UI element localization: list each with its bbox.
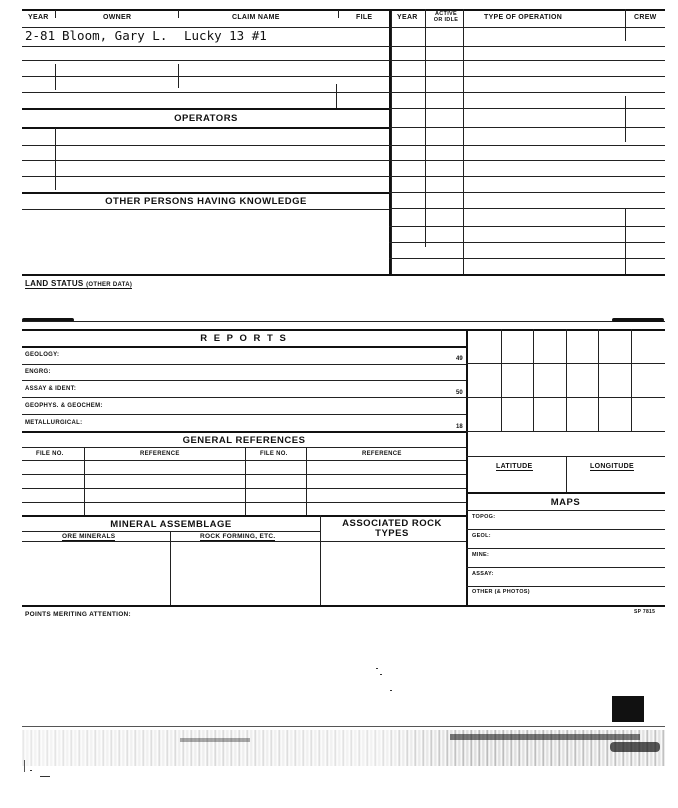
report-assay-label: ASSAY & IDENT: xyxy=(25,386,77,392)
report-geology-num: 49 xyxy=(456,356,463,362)
owner-row1-claim: Lucky 13 #1 xyxy=(184,28,267,43)
other-persons-header: OTHER PERSONS HAVING KNOWLEDGE xyxy=(105,196,307,207)
owner-year-header: YEAR xyxy=(28,14,49,21)
associated-rock-types-header: ASSOCIATED ROCK TYPES xyxy=(342,518,442,539)
owner-row1-owner: Bloom, Gary L. xyxy=(62,28,168,43)
ref-file-no-1: FILE NO. xyxy=(36,451,64,457)
active-or-idle-header: ACTIVE OR IDLE xyxy=(433,11,459,23)
scan-blot xyxy=(612,696,644,722)
maps-assay: ASSAY: xyxy=(472,571,494,577)
reports-header: R E P O R T S xyxy=(200,333,288,344)
owner-header: OWNER xyxy=(103,14,132,21)
ref-reference-1: REFERENCE xyxy=(140,451,180,457)
maps-geol: GEOL: xyxy=(472,533,491,539)
op-year-header: YEAR xyxy=(397,14,418,21)
longitude-label: LONGITUDE xyxy=(590,463,634,470)
mineral-assemblage-header: MINERAL ASSEMBLAGE xyxy=(110,519,232,530)
crew-header: CREW xyxy=(634,14,657,21)
rock-forming-header: ROCK FORMING, ETC. xyxy=(200,533,276,540)
owner-row1-year: 2-81 xyxy=(25,28,56,43)
maps-topog: TOPOG: xyxy=(472,514,496,520)
operators-header: OPERATORS xyxy=(174,113,238,124)
maps-header: MAPS xyxy=(550,497,581,508)
type-of-operation-header: TYPE OF OPERATION xyxy=(484,14,563,21)
latitude-label: LATITUDE xyxy=(496,463,533,470)
ref-reference-2: REFERENCE xyxy=(362,451,402,457)
report-geophys-label: GEOPHYS. & GEOCHEM: xyxy=(25,403,103,409)
claim-name-header: CLAIM NAME xyxy=(232,14,280,21)
general-references-header: GENERAL REFERENCES xyxy=(182,435,306,446)
ore-minerals-header: ORE MINERALS xyxy=(62,533,116,540)
ref-file-no-2: FILE NO. xyxy=(260,451,288,457)
form-number: SP 7815 xyxy=(634,609,656,615)
report-metallurgical-label: METALLURGICAL: xyxy=(25,420,83,426)
land-status-sub: (OTHER DATA) xyxy=(86,282,133,288)
maps-other: OTHER (& PHOTOS) xyxy=(472,589,530,595)
points-meriting-attention-label: POINTS MERITING ATTENTION: xyxy=(25,611,132,618)
report-engrg-label: ENGRG: xyxy=(25,369,51,375)
report-assay-num: 50 xyxy=(456,390,463,396)
report-metallurgical-num: 18 xyxy=(456,424,463,430)
land-status-label: LAND STATUS xyxy=(25,279,84,288)
report-geology-label: GEOLOGY: xyxy=(25,352,60,358)
file-header: FILE xyxy=(356,14,373,21)
maps-mine: MINE: xyxy=(472,552,490,558)
